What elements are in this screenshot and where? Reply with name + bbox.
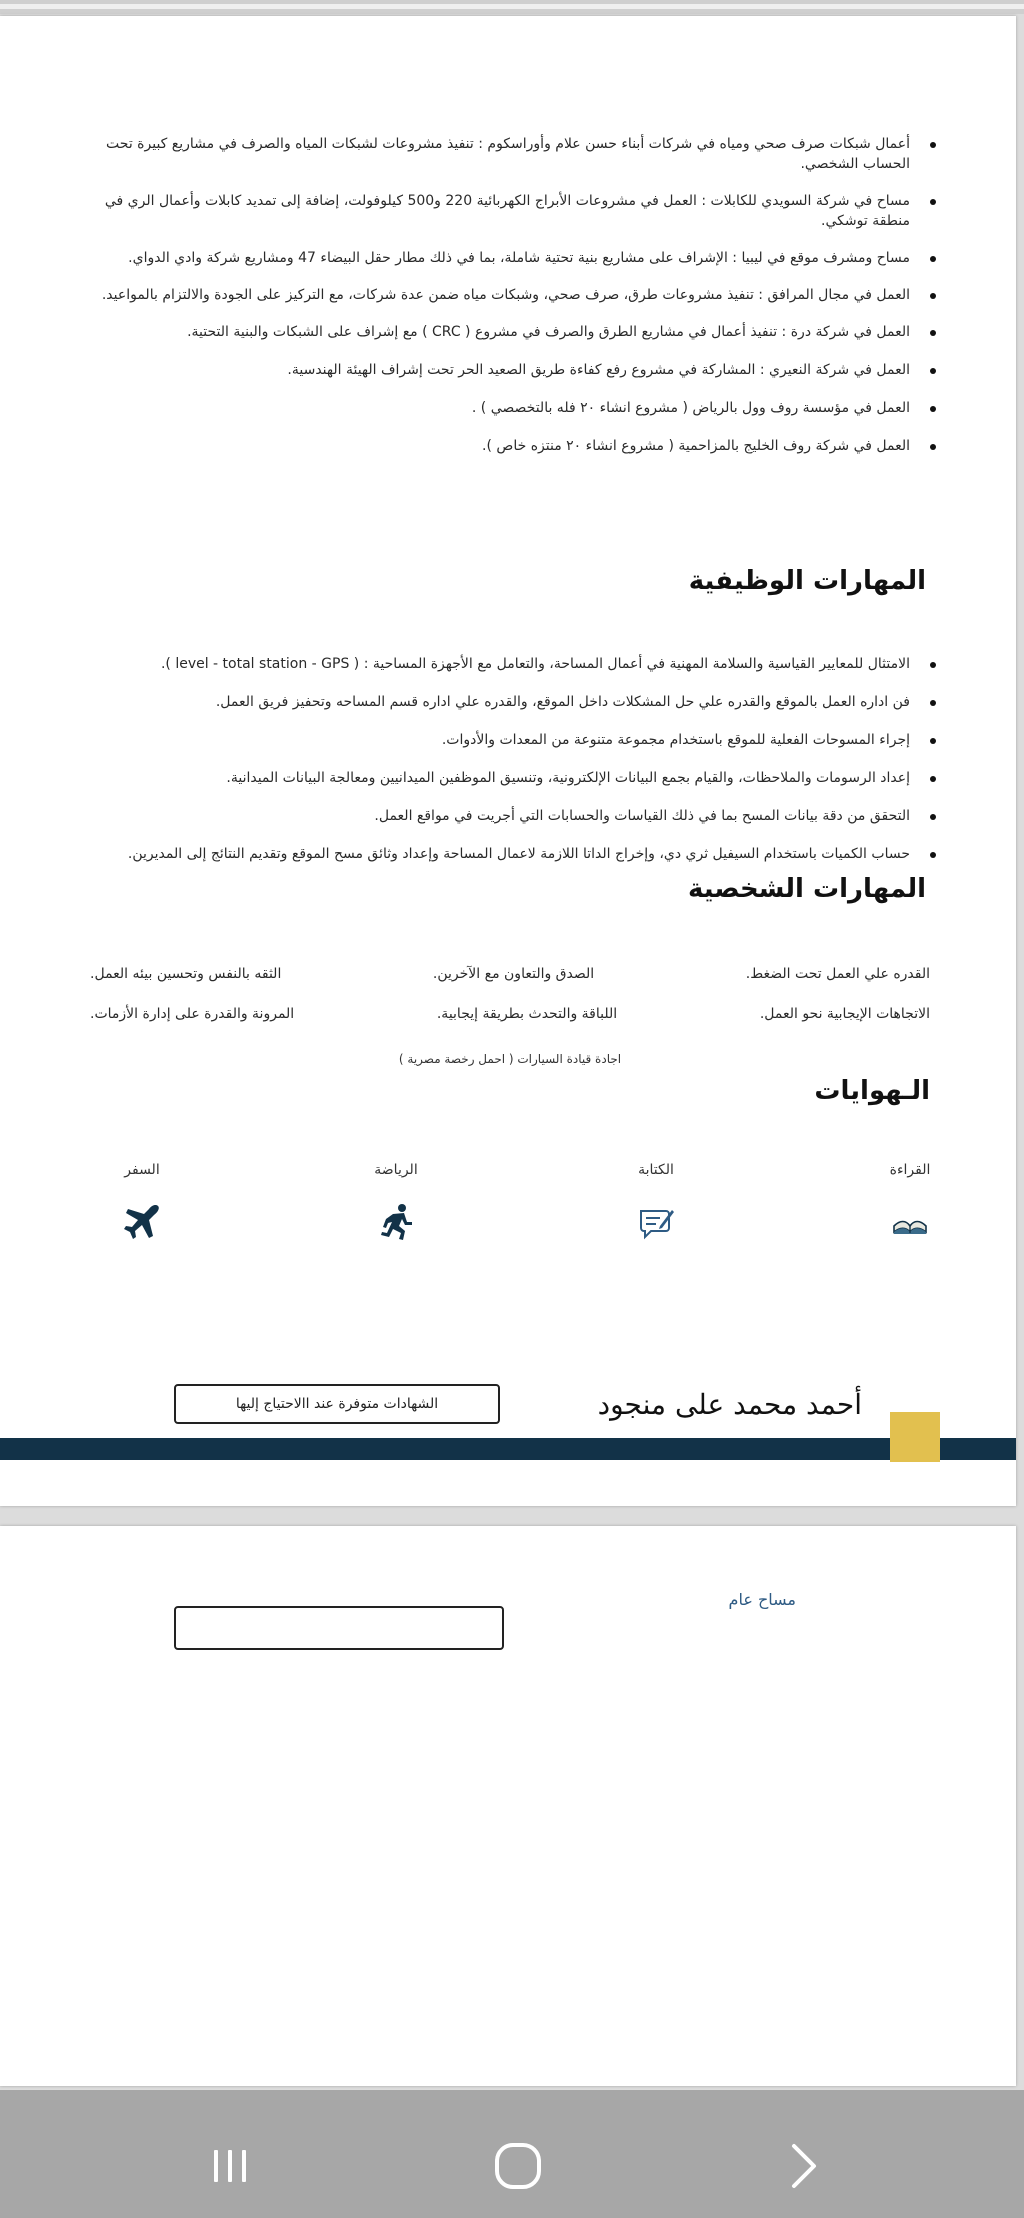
list-item: حساب الكميات باستخدام السيفيل ثري دي، وإخراج الداتا اللازمة لاعمال المساحة وإعداد وثائق مسح الموقع وتقديم النتائج إلى المديرين.: [60, 844, 940, 864]
personal-skills-heading: المهارات الشخصية: [688, 874, 926, 904]
top-edge: [0, 0, 1024, 14]
personal-skill: الاتجاهات الإيجابية نحو العمل.: [759, 1006, 930, 1022]
list-item: التحقق من دقة بيانات المسح بما في ذلك القياسات والحسابات التي أجريت في مواقع العمل.: [60, 806, 940, 826]
personal-skill: المرونة والقدرة على إدارة الأزمات.: [90, 1006, 295, 1022]
writing-icon: [636, 1202, 676, 1242]
list-item: العمل في شركة درة : تنفيذ أعمال في مشاريع الطرق والصرف في مشروع ( CRC ) مع إشراف على الشبكات والبنية التحتية.: [100, 322, 940, 342]
document-page-2: [0, 1526, 1016, 2086]
list-item: العمل في مجال المرافق : تنفيذ مشروعات طرق، صرف صحي، وشبكات مياه ضمن عدة شركات، مع التركيز على الجودة والالتزام بالمواعيد.: [100, 285, 940, 305]
hobby-writing: [596, 1162, 716, 1242]
job-title: مساح عام: [728, 1590, 796, 1609]
personal-skill: القدره علي العمل تحت الضغط.: [745, 966, 930, 982]
running-icon: [376, 1202, 416, 1242]
certificates-note-box: الشهادات متوفرة عند االاحتياج إليها: [174, 1384, 500, 1424]
personal-skill: اللباقة والتحدث بطريقة إيجابية.: [436, 1006, 618, 1022]
functional-skills-list: [60, 654, 940, 882]
book-icon: [890, 1202, 930, 1242]
list-item: الامتثال للمعايير القياسية والسلامة المهنية في أعمال المساحة، والتعامل مع الأجهزة المساحية : ( level - total station - GPS ).: [60, 654, 940, 674]
personal-skill: الثقه بالنفس وتحسين بيئه العمل.: [90, 966, 282, 982]
hobby-label: الكتابة: [638, 1162, 674, 1178]
list-item: مساح ومشرف موقع في ليبيا : الإشراف على مشاريع بنية تحتية شاملة، بما في ذلك مطار حقل البيضاء 47 ومشاريع شركة وادي الدواي.: [100, 248, 940, 268]
personal-skill: الصدق والتعاون مع الآخرين.: [432, 966, 595, 982]
list-item: مساح في شركة السويدي للكابلات : العمل في مشروعات الأبراج الكهربائية 220 و500 كيلوفولت، إضافة إلى تمديد كابلات وأعمال الري في منطقة توشكي.: [100, 191, 940, 231]
person-name: أحمد محمد على منجود: [597, 1388, 862, 1421]
personal-skills-row: [90, 1006, 930, 1046]
home-button[interactable]: [488, 2136, 548, 2196]
driving-license-note: اجادة قيادة السيارات ( احمل رخصة مصرية ): [398, 1052, 622, 1066]
footer-bar: [0, 1438, 1016, 1460]
hobby-reading: [850, 1162, 970, 1242]
system-navigation-bar: [0, 2090, 1024, 2218]
list-item: فن اداره العمل بالموقع والقدره علي حل المشكلات داخل الموقع، والقدره علي اداره قسم المساحه وتحفيز فريق العمل.: [60, 692, 940, 712]
airplane-icon: [122, 1202, 162, 1242]
experience-list: [100, 134, 940, 474]
hobby-label: الرياضة: [374, 1162, 418, 1178]
accent-square: [890, 1412, 940, 1462]
personal-skills-row: [90, 966, 930, 1006]
personal-skills-grid: [90, 966, 930, 1046]
list-item: العمل في مؤسسة روف وول بالرياض ( مشروع انشاء ٢٠ فله بالتخصصي ) .: [100, 398, 940, 418]
empty-text-box: [174, 1606, 504, 1650]
document-page-1: [0, 16, 1016, 1506]
recent-apps-button[interactable]: [200, 2136, 260, 2196]
list-item: العمل في شركة النعيري : المشاركة في مشروع رفع كفاءة طريق الصعيد الحر تحت إشراف الهيئة الهندسية.: [100, 360, 940, 380]
hobby-travel: [82, 1162, 202, 1242]
list-item: العمل في شركة روف الخليج بالمزاحمية ( مشروع انشاء ٢٠ منتزه خاص ).: [100, 436, 940, 456]
functional-skills-heading: المهارات الوظيفية: [688, 566, 926, 596]
hobbies-heading: الـهوايات: [814, 1076, 930, 1106]
hobby-label: القراءة: [889, 1162, 931, 1178]
hobby-label: السفر: [124, 1162, 160, 1178]
list-item: أعمال شبكات صرف صحي ومياه في شركات أبناء حسن علام وأوراسكوم : تنفيذ مشروعات لشبكات المياه والصرف في مشاريع كبيرة تحت الحساب الشخصي.: [100, 134, 940, 174]
hobby-sports: [336, 1162, 456, 1242]
list-item: إعداد الرسومات والملاحظات، والقيام بجمع البيانات الإلكترونية، وتنسيق الموظفين الميدانيين ومعالجة البيانات الميدانية.: [60, 768, 940, 788]
back-button[interactable]: [774, 2136, 834, 2196]
list-item: إجراء المسوحات الفعلية للموقع باستخدام مجموعة متنوعة من المعدات والأدوات.: [60, 730, 940, 750]
